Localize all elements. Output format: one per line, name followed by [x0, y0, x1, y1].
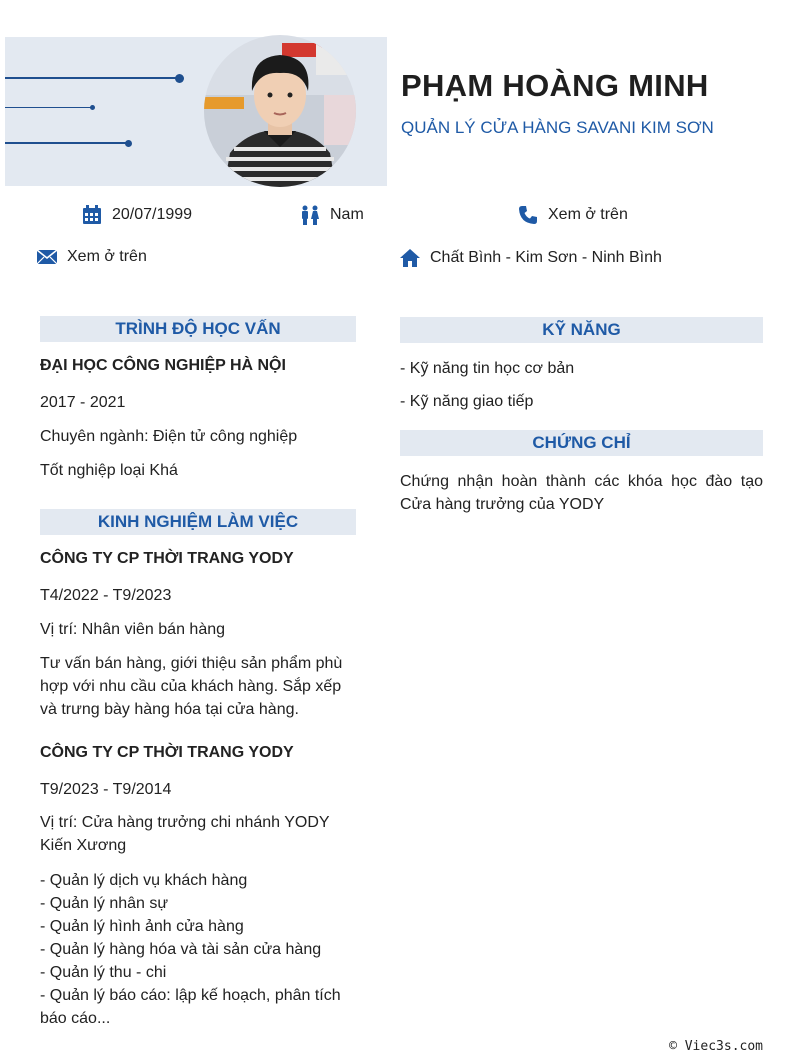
- education-heading: TRÌNH ĐỘ HỌC VẤN: [40, 316, 356, 342]
- job-title: QUẢN LÝ CỬA HÀNG SAVANI KIM SƠN: [401, 118, 714, 137]
- duty-item: - Quản lý hàng hóa và tài sản cửa hàng: [40, 941, 322, 958]
- skill-item-1: - Kỹ năng tin học cơ bản: [400, 360, 575, 377]
- decor-dot-2: [90, 105, 95, 110]
- skills-heading: KỸ NĂNG: [400, 317, 763, 343]
- footer-credit: © Viec3s.com: [669, 1039, 763, 1054]
- certificates-heading: CHỨNG CHỈ: [400, 430, 763, 456]
- duty-item: - Quản lý báo cáo: lập kế hoạch, phân tích báo cáo...: [40, 987, 341, 1027]
- education-period: 2017 - 2021: [40, 394, 126, 411]
- person-name: PHẠM HOÀNG MINH: [401, 68, 709, 103]
- mail-icon: [37, 249, 57, 265]
- duty-item: - Quản lý nhân sự: [40, 895, 169, 912]
- duty-item: - Quản lý hình ảnh cửa hàng: [40, 918, 244, 935]
- skill-item-2: - Kỹ năng giao tiếp: [400, 393, 534, 410]
- decor-line-1: [5, 77, 178, 79]
- duty-item: - Quản lý thu - chi: [40, 964, 167, 981]
- experience-heading: KINH NGHIỆM LÀM VIỆC: [40, 509, 356, 535]
- education-major: Chuyên ngành: Điện tử công nghiệp: [40, 428, 298, 445]
- address-info: [400, 248, 662, 268]
- phone-info: [518, 205, 628, 225]
- job-2-company: CÔNG TY CP THỜI TRANG YODY: [40, 744, 294, 761]
- job-2-period: T9/2023 - T9/2014: [40, 781, 172, 798]
- birthday-value: 20/07/1999: [112, 206, 193, 223]
- calendar-icon: [82, 205, 102, 225]
- job-1-position: Vị trí: Nhân viên bán hàng: [40, 621, 226, 638]
- gender-icon: [300, 205, 320, 225]
- decor-line-3: [5, 142, 129, 144]
- education-grade: Tốt nghiệp loại Khá: [40, 462, 178, 479]
- phone-value: Xem ở trên: [548, 206, 628, 223]
- job-2-position: Vị trí: Cửa hàng trưởng chi nhánh YODY Kiến Xương: [40, 814, 330, 854]
- phone-icon: [518, 205, 538, 225]
- job-1-company: CÔNG TY CP THỜI TRANG YODY: [40, 550, 294, 567]
- job-1-period: T4/2022 - T9/2023: [40, 587, 172, 604]
- decor-line-2: [5, 107, 92, 108]
- profile-photo: [204, 35, 356, 187]
- job-2-duties: [40, 869, 356, 1030]
- email-value: Xem ở trên: [67, 248, 147, 265]
- decor-dot-3: [125, 140, 132, 147]
- home-icon: [400, 248, 420, 268]
- decor-dot-1: [175, 74, 184, 83]
- certificate-text: Chứng nhận hoàn thành các khóa học đào tạo Cửa hàng trưởng của YODY: [400, 473, 763, 513]
- birthday-info: [82, 205, 192, 225]
- address-value: Chất Bình - Kim Sơn - Ninh Bình: [430, 249, 662, 266]
- duty-item: - Quản lý dịch vụ khách hàng: [40, 872, 248, 889]
- gender-value: Nam: [330, 206, 364, 223]
- job-1-description: Tư vấn bán hàng, giới thiệu sản phẩm phù hợp với nhu cầu của khách hàng. Sắp xếp và trưng bày hàng hóa tại cửa hàng.: [40, 655, 343, 718]
- gender-info: [300, 205, 364, 225]
- education-school: ĐẠI HỌC CÔNG NGHIỆP HÀ NỘI: [40, 357, 286, 374]
- email-info: [37, 248, 147, 266]
